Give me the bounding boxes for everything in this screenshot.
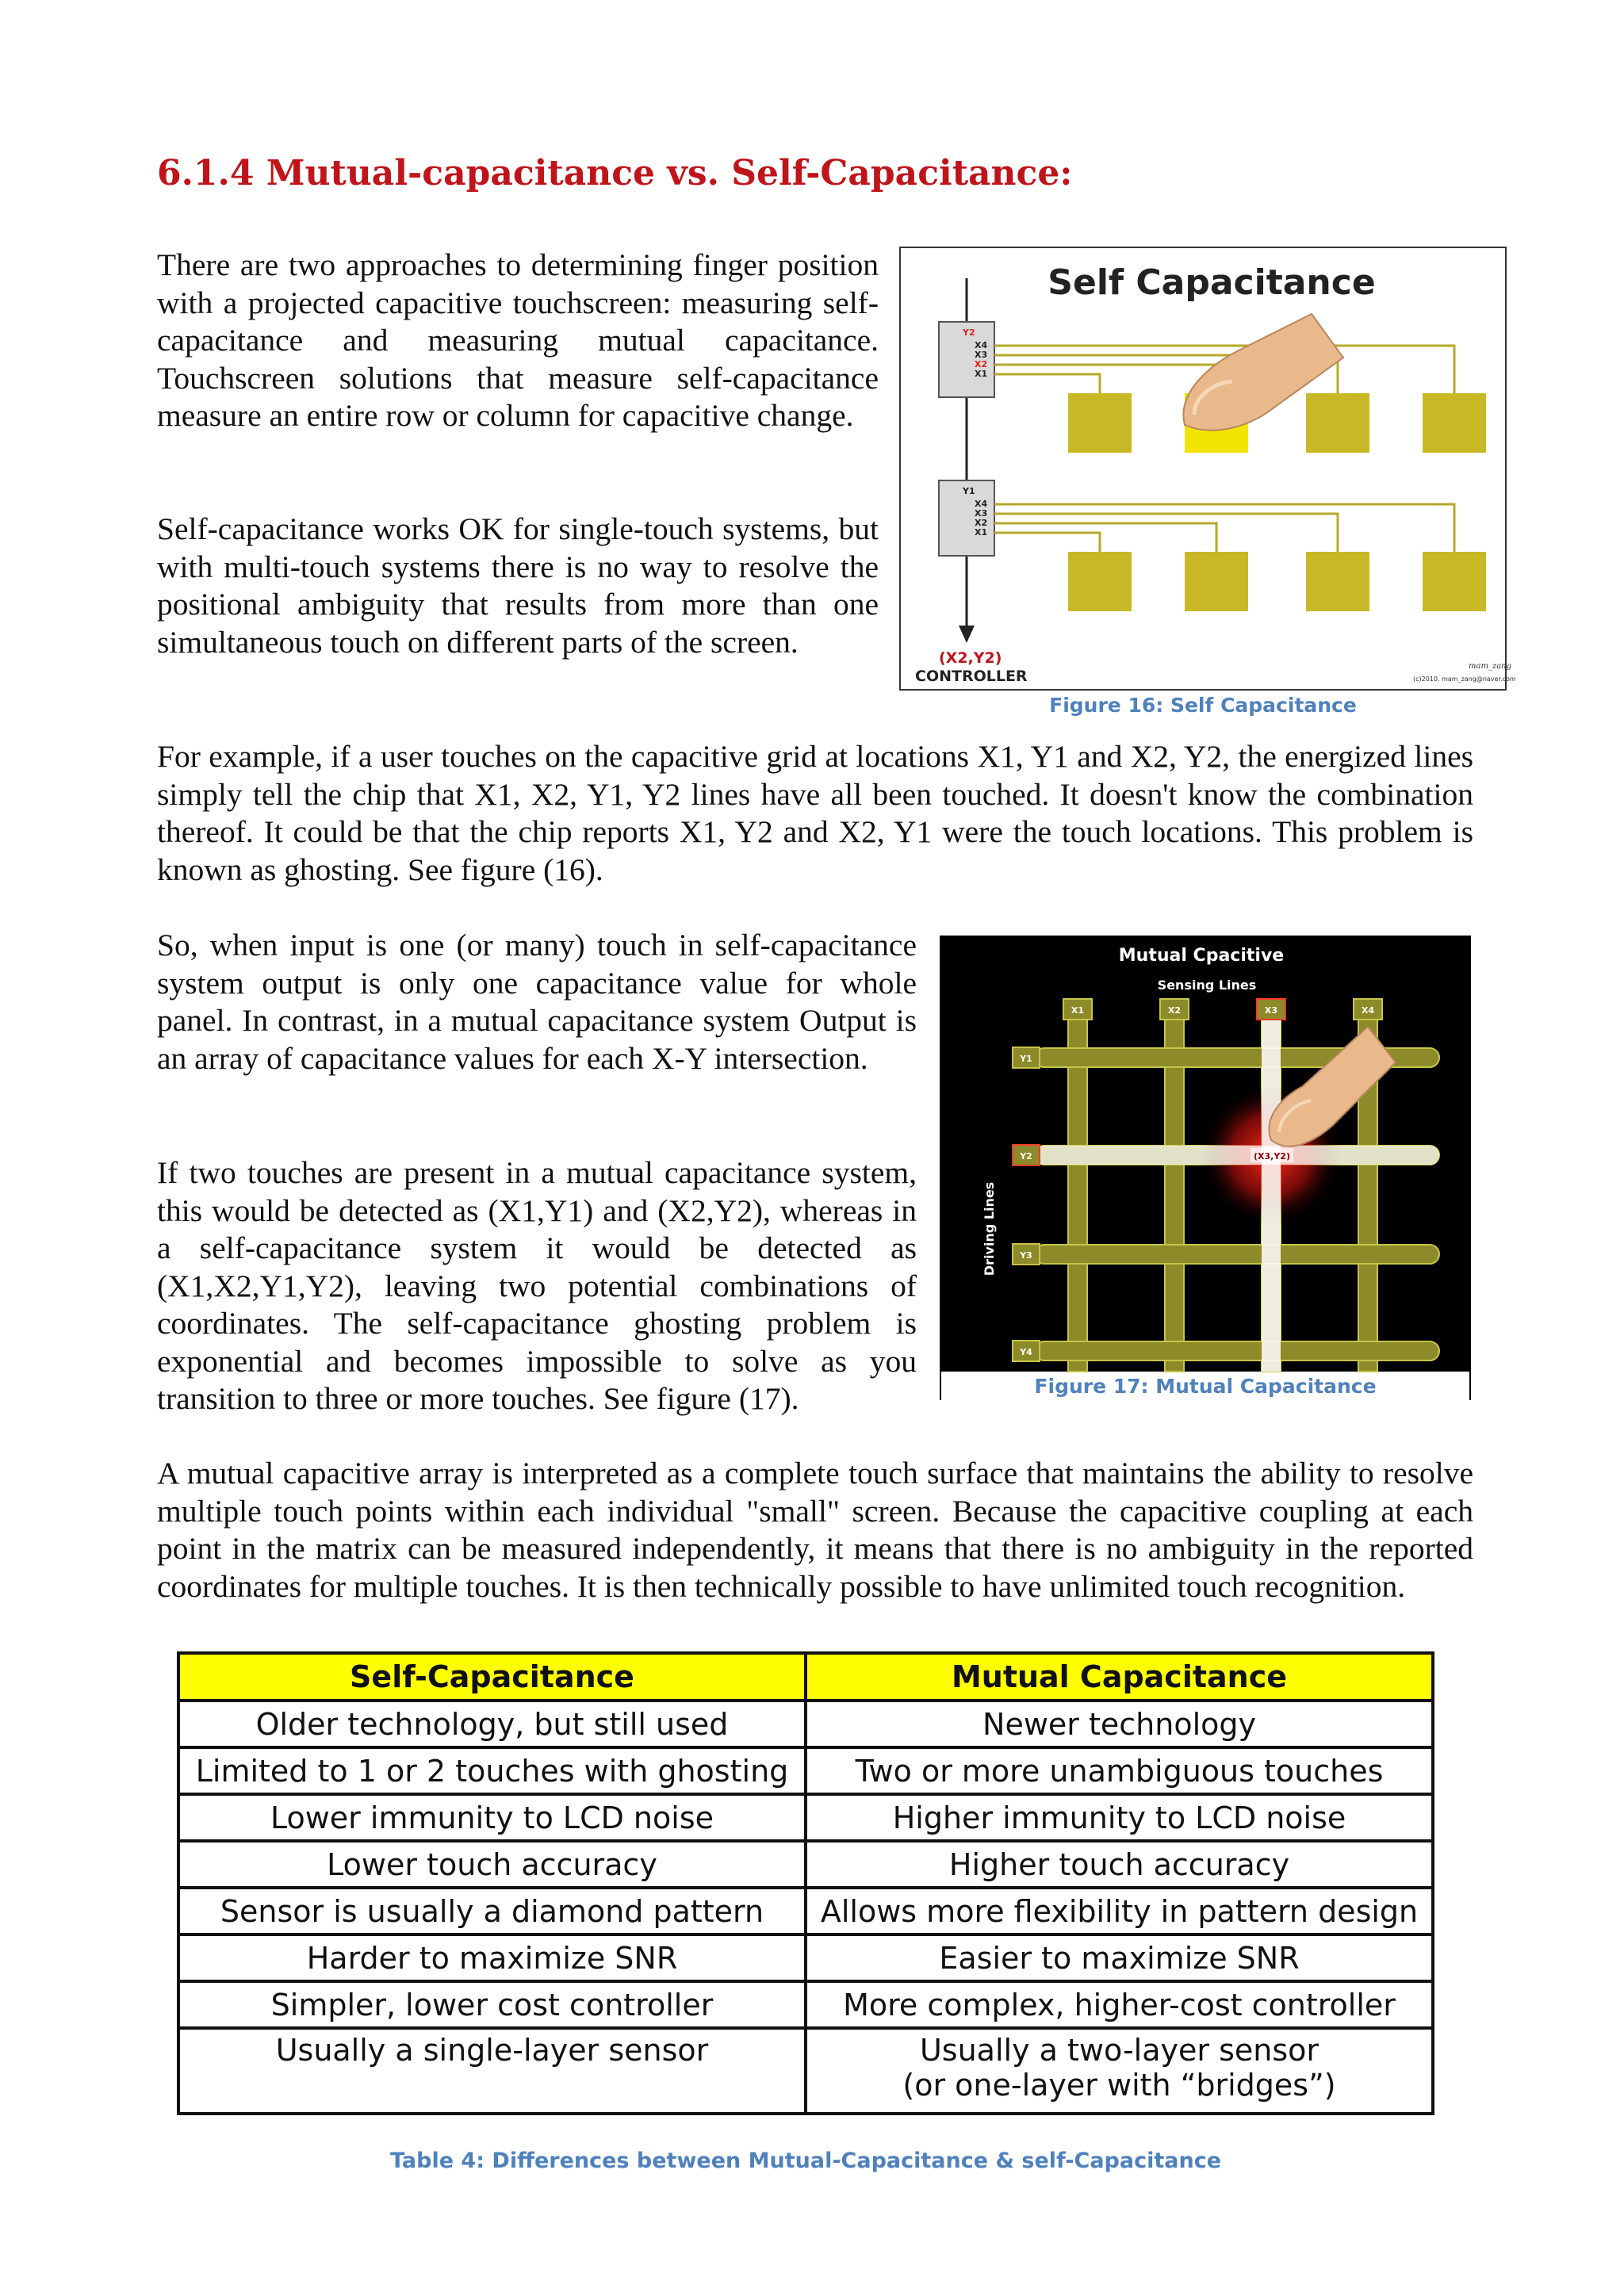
table-4-caption: Table 4: Differences between Mutual-Capacitance & self-Capacitance — [389, 2149, 1222, 2173]
table-cell: Sensor is usually a diamond pattern — [178, 1888, 806, 1934]
chip-top-label-0: Y2 — [963, 327, 975, 338]
coord-label: (X2,Y2) — [939, 649, 1002, 667]
controller-label: CONTROLLER — [915, 668, 1028, 685]
x-label-2: X2 — [1167, 1005, 1182, 1016]
signature: mam_zang — [1469, 662, 1511, 671]
chip-bottom-label-2: X3 — [975, 508, 988, 519]
touch-coord-label: (X3,Y2) — [1254, 1151, 1290, 1161]
chip-top-label-4: X1 — [975, 369, 988, 379]
table-cell — [806, 2028, 1433, 2114]
chip-top-label-3: X2 — [975, 359, 988, 369]
table-cell: Lower immunity to LCD noise — [178, 1794, 806, 1841]
table-cell: Higher immunity to LCD noise — [806, 1794, 1433, 1841]
table-cell: Usually a single-layer sensor — [178, 2028, 806, 2114]
table-cell: Allows more flexibility in pattern design — [806, 1888, 1433, 1934]
chip-top-label-1: X4 — [975, 340, 988, 350]
y-label-1: Y1 — [1020, 1054, 1032, 1064]
copyright: (c)2010. mam_zang@naver.com — [1413, 675, 1516, 683]
table-cell: Harder to maximize SNR — [178, 1934, 806, 1981]
table-cell: Limited to 1 or 2 touches with ghosting — [178, 1747, 806, 1794]
paragraph-5: If two touches are present in a mutual capacitance system, this would be detected as (X1,Y1) and (X2,Y2), whereas in a self-capacitance system it would be detected as (X1,X2,Y1,Y2), leaving two potential combinations of coordinates. The self-capacitance ghosting problem is exponential and becomes impossible to solve as you transition to three or more touches. See figure (17). — [157, 1155, 917, 1416]
table-cell: Newer technology — [806, 1701, 1433, 1747]
chip-bottom-label-3: X2 — [975, 518, 988, 528]
figure-17-title: Mutual Cpacitive — [1118, 946, 1285, 966]
y-label-2: Y2 — [1020, 1151, 1032, 1161]
paragraph-4: So, when input is one (or many) touch in self-capacitance system output is only one capacitance value for whole panel. In contrast, in a mutual capacitance system Output is an array of capacitance values for each X-Y intersection. — [157, 928, 917, 1076]
table-cell: Higher touch accuracy — [806, 1841, 1433, 1888]
chip-bottom-label-1: X4 — [975, 499, 988, 509]
section-heading: 6.1.4 Mutual-capacitance vs. Self-Capacitance: — [157, 153, 1073, 193]
table-cell: More complex, higher-cost controller — [806, 1981, 1433, 2028]
table-row — [178, 1794, 1433, 1841]
table-row — [178, 2028, 1433, 2114]
x-label-1: X1 — [1071, 1005, 1085, 1016]
figure-16-caption: Figure 16: Self Capacitance — [1049, 694, 1357, 717]
comparison-table — [177, 1651, 1434, 2115]
table-row — [178, 1888, 1433, 1934]
figure-17-mutual-capacitance — [940, 936, 1471, 1372]
sensing-lines-label: Sensing Lines — [1157, 978, 1257, 993]
paragraph-6: A mutual capacitive array is interpreted as a complete touch surface that maintains the ability to resolve multiple touch points within each individual "small" screen. Because the capacitive coupling at each point in the matrix can be measured independently, it means that there is no ambiguity in the reported coordinates for multiple touches. It is then technically possible to have unlimited touch recognition. — [157, 1456, 1473, 1604]
table-row — [178, 1841, 1433, 1888]
x-label-4: X4 — [1361, 1005, 1375, 1016]
y-label-4: Y4 — [1020, 1347, 1032, 1357]
y-label-3: Y3 — [1020, 1250, 1032, 1261]
table-row — [178, 1981, 1433, 2028]
paragraph-3: For example, if a user touches on the capacitive grid at locations X1, Y1 and X2, Y2, the energized lines simply tell the chip that X1, X2, Y1, Y2 lines have all been touched. It doesn't know the combination thereof. It could be that the chip reports X1, Y2 and X2, Y1 were the touch locations. This problem is known as ghosting. See figure (16). — [157, 739, 1473, 887]
table-cell: Older technology, but still used — [178, 1701, 806, 1747]
chip-bottom-label-0: Y1 — [963, 486, 975, 496]
paragraph-1: There are two approaches to determining finger position with a projected capacitive touchscreen: measuring self-capacitance and measuring mutual capacitance. Touchscreen solutions that measure self-capacitance measure an entire row or column for capacitive change. — [157, 247, 879, 433]
chip-bottom-label-4: X1 — [975, 527, 988, 538]
x-label-3: X3 — [1264, 1005, 1278, 1016]
table-row — [178, 1701, 1433, 1747]
table-row — [178, 1934, 1433, 1981]
chip-top-label-2: X3 — [975, 350, 988, 360]
table-cell: Easier to maximize SNR — [806, 1934, 1433, 1981]
table-cell: Simpler, lower cost controller — [178, 1981, 806, 2028]
table-cell: Lower touch accuracy — [178, 1841, 806, 1888]
paragraph-2: Self-capacitance works OK for single-touch systems, but with multi-touch systems there is no way to resolve the positional ambiguity that results from more than one simultaneous touch on different parts of the screen. — [157, 511, 879, 660]
table-cell-line-2: (or one-layer with “bridges”) — [902, 2068, 1336, 2103]
table-row — [178, 1747, 1433, 1794]
table-cell: Two or more unambiguous touches — [806, 1747, 1433, 1794]
figure-16-title: Self Capacitance — [1048, 262, 1376, 303]
table-cell-line-1: Usually a two-layer sensor — [919, 2033, 1320, 2068]
header-mutual-capacitance: Mutual Capacitance — [806, 1653, 1433, 1701]
table-header-row — [178, 1653, 1433, 1701]
figure-17-caption: Figure 17: Mutual Capacitance — [1034, 1375, 1377, 1398]
header-self-capacitance: Self-Capacitance — [178, 1653, 806, 1701]
figure-16-self-capacitance — [899, 247, 1516, 691]
driving-lines-label: Driving Lines — [982, 1181, 997, 1276]
